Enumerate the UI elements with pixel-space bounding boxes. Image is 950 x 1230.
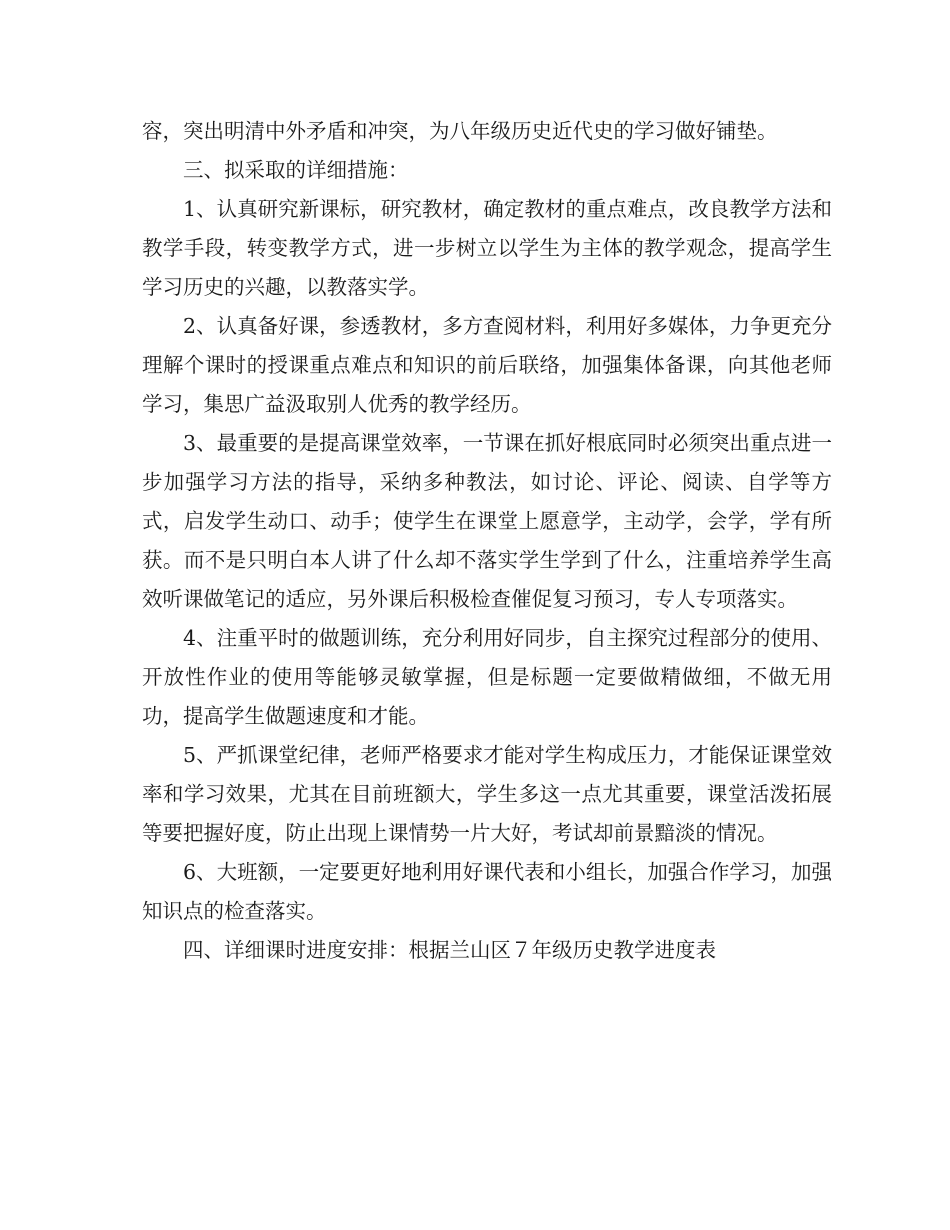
measure-item-4: 4、注重平时的做题训练，充分利用好同步，自主探究过程部分的使用、开放性作业的使用等能够灵敏掌握，但是标题一定要做精做细，不做无用功，提高学生做题速度和才能。 (142, 626, 832, 728)
measure-item-1: 1、认真研究新课标，研究教材，确定教材的重点难点，改良教学方法和教学手段，转变教学方式，进一步树立以学生为主体的教学观念，提高学生学习历史的兴趣，以教落实学。 (142, 197, 832, 299)
measure-item-5: 5、严抓课堂纪律，老师严格要求才能对学生构成压力，才能保证课堂效率和学习效果，尤其在目前班额大，学生多这一点尤其重要，课堂活泼拓展等要把握好度，防止出现上课情势一片大好，考试却前景黯淡的情况。 (142, 743, 832, 845)
section-heading-measures: 三、拟采取的详细措施： (183, 158, 409, 182)
section-heading-schedule: 四、详细课时进度安排：根据兰山区７年级历史教学进度表 (183, 938, 716, 962)
measure-item-3: 3、最重要的是提高课堂效率，一节课在抓好根底同时必须突出重点进一步加强学习方法的指导，采纳多种教法，如讨论、评论、阅读、自学等方式，启发学生动口、动手；使学生在课堂上愿意学，主动学，会学，学有所获。而不是只明白本人讲了什么却不落实学生学到了什么，注重培养学生高效听课做笔记的适应，另外课后积极检查催促复习预习，专人专项落实。 (142, 431, 832, 611)
paragraph-continuation: 容，突出明清中外矛盾和冲突，为八年级历史近代史的学习做好铺垫。 (142, 119, 778, 143)
measure-item-2: 2、认真备好课，参透教材，多方查阅材料，利用好多媒体，力争更充分理解个课时的授课重点难点和知识的前后联络，加强集体备课，向其他老师学习，集思广益汲取别人优秀的教学经历。 (142, 314, 832, 416)
measure-item-6: 6、大班额，一定要更好地利用好课代表和小组长，加强合作学习，加强知识点的检查落实。 (142, 860, 832, 923)
document-body (142, 112, 832, 970)
